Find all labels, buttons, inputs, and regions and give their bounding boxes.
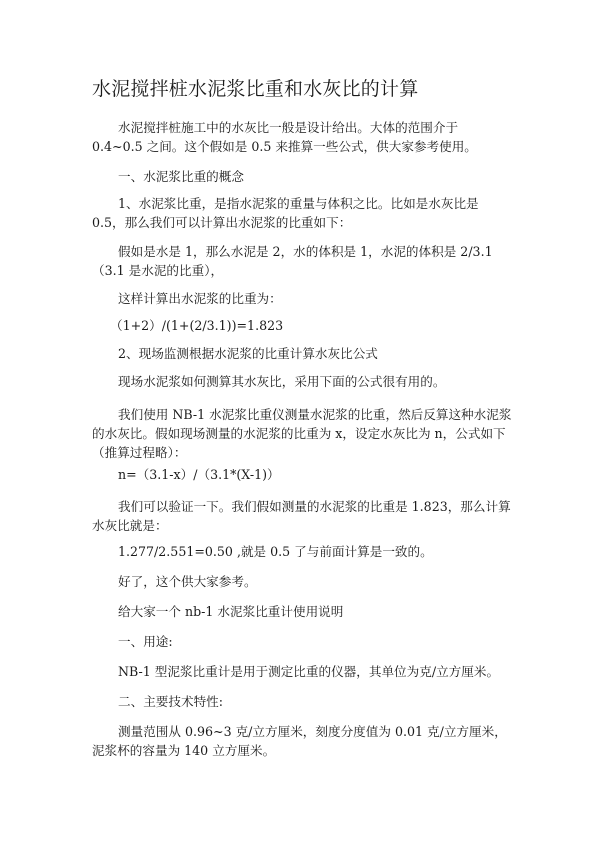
document-title: 水泥搅拌桩水泥浆比重和水灰比的计算 — [92, 78, 419, 100]
paragraph-manual-intro: 给大家一个 nb-1 水泥浆比重计使用说明 — [118, 604, 344, 619]
section-heading-specs: 二、主要技术特性: — [118, 694, 223, 709]
paragraph-result-intro: 这样计算出水泥浆的比重为： — [118, 291, 282, 306]
paragraph-nb1-usage: 我们使用 NB-1 水泥浆比重仪测量水泥浆的比重，然后反算这种水泥浆的水灰比。假如现场测量的水泥浆的比重为 x，设定水灰比为 n，公式如下（推算过程略）： — [92, 407, 512, 460]
section-heading-concept: 一、水泥浆比重的概念 — [118, 169, 244, 184]
paragraph-density-definition: 1、水泥浆比重，是指水泥浆的重量与体积之比。比如是水灰比是 0.5，那么我们可以计算出水泥浆的比重如下： — [92, 196, 479, 230]
paragraph-closing: 好了，这个供大家参考。 — [118, 574, 257, 589]
paragraph-specs: 测量范围从 0.96~3 克/立方厘米，刻度分度值为 0.01 克/立方厘米，泥浆杯的容量为 140 立方厘米。 — [92, 724, 507, 758]
paragraph-assumption: 假如是水是 1，那么水泥是 2，水的体积是 1，水泥的体积是 2/3.1（3.1 是水泥的比重）， — [92, 244, 493, 278]
paragraph-verification-result: 1.277/2.551=0.50 ,就是 0.5 了与前面计算是一致的。 — [118, 544, 433, 559]
section-heading-field-monitoring: 2、现场监测根据水泥浆的比重计算水灰比公式 — [118, 346, 378, 361]
paragraph-field-intro: 现场水泥浆如何测算其水灰比，采用下面的公式很有用的。 — [118, 374, 446, 389]
formula-water-cement-ratio: n=（3.1-x）/（3.1*(X-1)） — [118, 467, 280, 482]
intro-paragraph: 水泥搅拌桩施工中的水灰比一般是设计给出。大体的范围介于 0.4~0.5 之间。这个假如是 0.5 来推算一些公式，供大家参考使用。 — [92, 120, 477, 154]
formula-density: （1+2）/(1+(2/3.1))=1.823 — [110, 318, 284, 333]
paragraph-verification: 我们可以验证一下。我们假如测量的水泥浆的比重是 1.823，那么计算水灰比就是： — [92, 499, 511, 533]
paragraph-purpose: NB-1 型泥浆比重计是用于测定比重的仪器，其单位为克/立方厘米。 — [118, 664, 500, 679]
section-heading-purpose: 一、用途: — [118, 634, 173, 649]
